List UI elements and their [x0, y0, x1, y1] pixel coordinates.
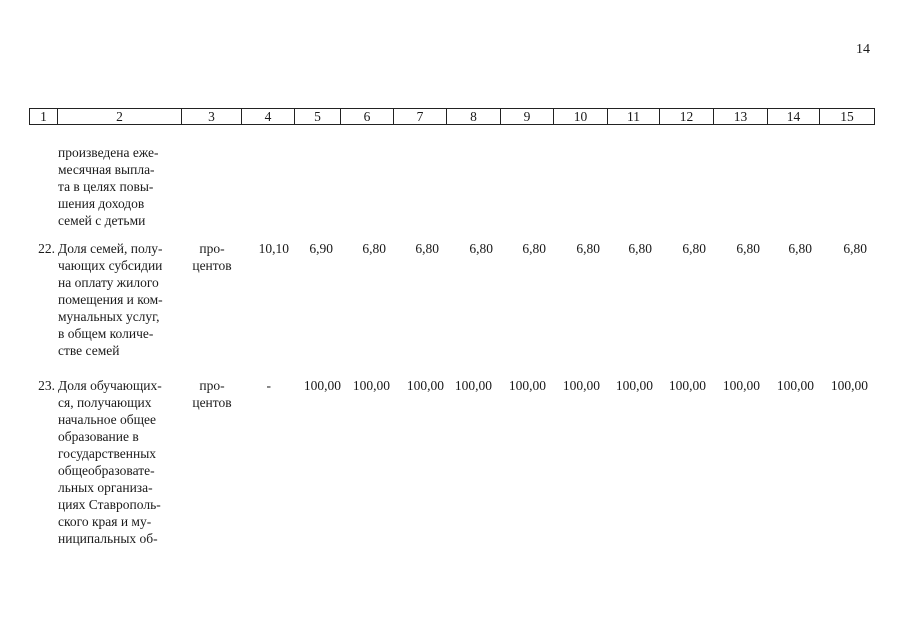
header-col-11: 11 [608, 109, 660, 124]
header-col-4: 4 [242, 109, 295, 124]
value-col-8: 100,00 [454, 378, 492, 393]
name-line: мунальных услуг, [58, 309, 160, 324]
continued-line: произведена еже- [58, 145, 159, 160]
unit-line: про- [199, 241, 225, 256]
header-col-1: 1 [30, 109, 58, 124]
unit-line: центов [192, 395, 232, 410]
row-number: 23. [38, 378, 55, 393]
value-col-4: 10,10 [258, 241, 289, 256]
header-col-5: 5 [295, 109, 341, 124]
value-col-12: 100,00 [668, 378, 706, 393]
value-col-11: 6,80 [628, 241, 652, 256]
unit [183, 377, 241, 411]
value-col-15: 100,00 [830, 378, 868, 393]
value-col-5: 100,00 [303, 378, 341, 393]
name-line: помещения и ком- [58, 292, 163, 307]
name-line: Доля обучающих- [58, 378, 162, 393]
unit [183, 240, 241, 274]
header-col-2: 2 [58, 109, 182, 124]
unit-line: центов [192, 258, 232, 273]
name-line: общеобразовате- [58, 463, 155, 478]
table-header-row [29, 108, 875, 125]
header-col-14: 14 [768, 109, 820, 124]
header-col-3: 3 [182, 109, 242, 124]
value-col-14: 6,80 [788, 241, 812, 256]
value-col-6: 6,80 [362, 241, 386, 256]
continued-line: месячная выпла- [58, 162, 155, 177]
value-col-7: 6,80 [415, 241, 439, 256]
name-line: льных организа- [58, 480, 153, 495]
row-number: 22. [38, 241, 55, 256]
header-col-10: 10 [554, 109, 608, 124]
value-col-10: 100,00 [562, 378, 600, 393]
value-col-13: 6,80 [736, 241, 760, 256]
value-col-7: 100,00 [406, 378, 444, 393]
value-col-11: 100,00 [615, 378, 653, 393]
page-number: 14 [856, 42, 870, 57]
header-col-13: 13 [714, 109, 768, 124]
name-line: начальное общее [58, 412, 156, 427]
header-col-12: 12 [660, 109, 714, 124]
continued-line: семей с детьми [58, 213, 146, 228]
continued-line: шения доходов [58, 196, 145, 211]
value-col-13: 100,00 [722, 378, 760, 393]
value-col-8: 6,80 [469, 241, 493, 256]
unit-line: про- [199, 378, 225, 393]
value-col-9: 6,80 [522, 241, 546, 256]
header-col-8: 8 [447, 109, 501, 124]
name-line: в общем количе- [58, 326, 154, 341]
name-line: ся, получающих [58, 395, 152, 410]
name-line: государственных [58, 446, 157, 461]
name-line: на оплату жилого [58, 275, 159, 290]
header-col-7: 7 [394, 109, 447, 124]
value-col-6: 100,00 [352, 378, 390, 393]
value-col-12: 6,80 [682, 241, 706, 256]
header-col-15: 15 [840, 109, 854, 124]
name-line: Доля семей, полу- [58, 241, 163, 256]
value-col-4: - [266, 378, 271, 393]
name-line: стве семей [58, 343, 120, 358]
continued-line: та в целях повы- [58, 179, 154, 194]
name-line: ниципальных об- [58, 531, 158, 546]
header-col-6: 6 [341, 109, 394, 124]
name-line: чающих субсидии [58, 258, 163, 273]
name-line: циях Ставрополь- [58, 497, 161, 512]
value-col-10: 6,80 [576, 241, 600, 256]
value-col-9: 100,00 [508, 378, 546, 393]
value-col-15: 6,80 [843, 241, 867, 256]
value-col-14: 100,00 [776, 378, 814, 393]
header-col-9: 9 [501, 109, 554, 124]
name-line: ского края и му- [58, 514, 152, 529]
value-col-5: 6,90 [309, 241, 333, 256]
continued-indicator-text [58, 144, 176, 229]
name-line: образование в [58, 429, 139, 444]
